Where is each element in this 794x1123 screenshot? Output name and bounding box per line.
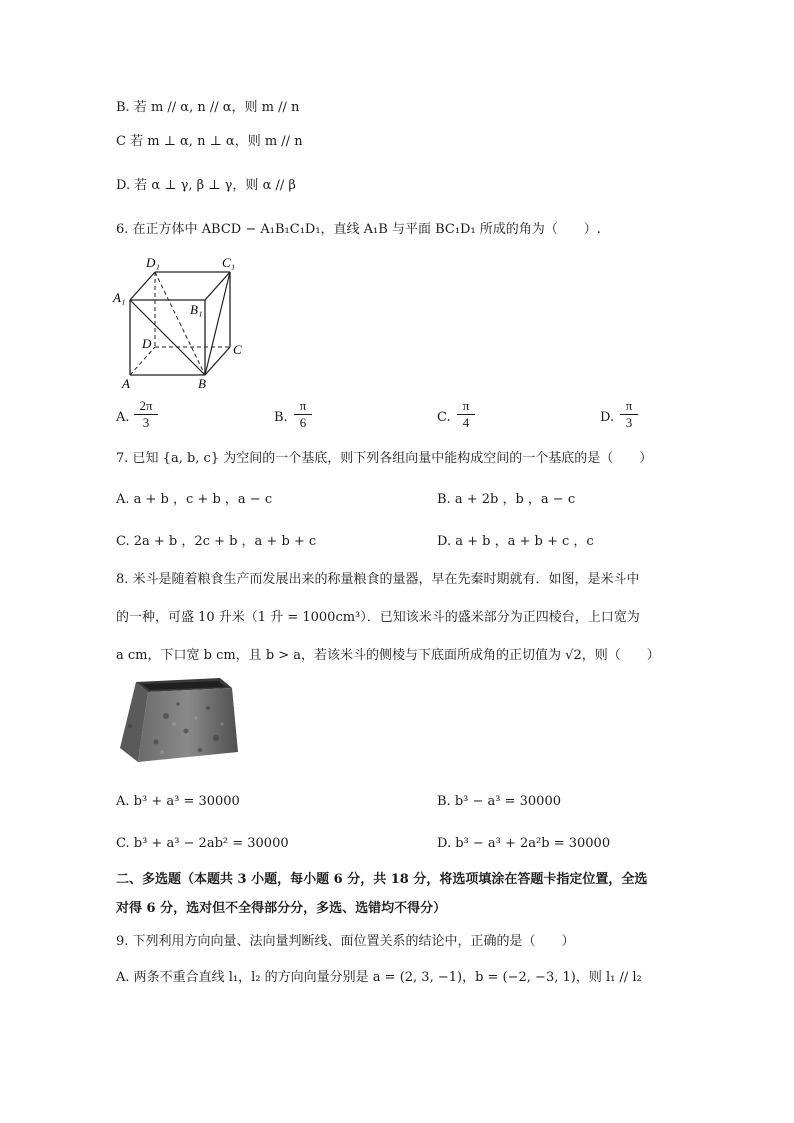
label-d1: D₁: [146, 255, 160, 270]
q6-option-c-label: C.: [437, 410, 451, 425]
q8-option-a: A. b³ + a³ = 30000: [116, 794, 240, 809]
q8-option-d: D. b³ − a³ + 2a²b = 30000: [437, 836, 611, 851]
section-2-header-line-1: 二、多选题（本题共 3 小题，每小题 6 分，共 18 分，将选项填涂在答题卡指定位置，全选: [116, 872, 648, 887]
q5-option-d: D. 若 α ⊥ γ, β ⊥ γ，则 α // β: [116, 178, 296, 193]
label-a1: A₁: [113, 290, 126, 305]
q6-option-a-fraction: $\frac{2\pi}{3}$: [134, 398, 158, 431]
q5-option-b: B. 若 m // α, n // α，则 m // n: [116, 100, 300, 115]
q6-stem: 6. 在正方体中 ABCD − A₁B₁C₁D₁，直线 A₁B 与平面 BC₁D₁ 所成的角为（ ）.: [116, 222, 601, 237]
label-c1: C₁: [222, 255, 236, 270]
q8-line-3: a cm，下口宽 b cm，且 b > a，若该米斗的侧棱与下底面所成角的正切值为 √2，则（ ）: [116, 648, 660, 663]
q7-option-b: B. a + 2b ，b ，a − c: [437, 492, 576, 507]
section-2-header-line-2: 对得 6 分，选对但不全得部分分，多选、选错均不得分）: [116, 901, 447, 916]
q8-line-1: 8. 米斗是随着粮食生产而发展出来的称量粮食的量器，早在先秦时期就有．如图，是米斗中: [116, 572, 640, 587]
q7-stem: 7. 已知 {a, b, c} 为空间的一个基底，则下列各组向量中能构成空间的一个基底的是（ ）: [116, 451, 653, 466]
q7-option-a: A. a + b ，c + b ，a − c: [116, 492, 273, 507]
q8-line-2: 的一种，可盛 10 升米（1 升 = 1000cm³）．已知该米斗的盛米部分为正四棱台，上口宽为: [116, 610, 640, 625]
label-b: B: [198, 376, 206, 391]
label-b1: B₁: [190, 302, 203, 317]
cube-figure: [110, 252, 260, 392]
q8-option-b: B. b³ − a³ = 30000: [437, 794, 561, 809]
q7-option-d: D. a + b ，a + b + c ，c: [437, 534, 594, 549]
q6-option-d-label: D.: [600, 410, 615, 425]
q6-option-a-label: A.: [116, 410, 130, 425]
label-a: A: [122, 376, 130, 391]
q6-option-b-fraction: $\frac{\pi}{6}$: [294, 398, 312, 431]
q5-option-c: C 若 m ⊥ α, n ⊥ α，则 m // n: [116, 134, 303, 149]
rice-measure-photo: [116, 676, 242, 766]
label-d: D: [142, 336, 152, 351]
q9-option-a: A. 两条不重合直线 l₁，l₂ 的方向向量分别是 a = (2, 3, −1)，b = (−2, −3, 1)，则 l₁ // l₂: [116, 970, 642, 985]
q7-option-c: C. 2a + b ，2c + b ，a + b + c: [116, 534, 317, 549]
q6-option-c-fraction: $\frac{\pi}{4}$: [457, 398, 475, 431]
q9-stem: 9. 下列利用方向向量、法向量判断线、面位置关系的结论中，正确的是（ ）: [116, 934, 575, 949]
q6-option-b-label: B.: [274, 410, 288, 425]
q6-option-d-fraction: $\frac{\pi}{3}$: [620, 398, 638, 431]
q8-option-c: C. b³ + a³ − 2ab² = 30000: [116, 836, 289, 851]
label-c: C: [233, 342, 242, 357]
